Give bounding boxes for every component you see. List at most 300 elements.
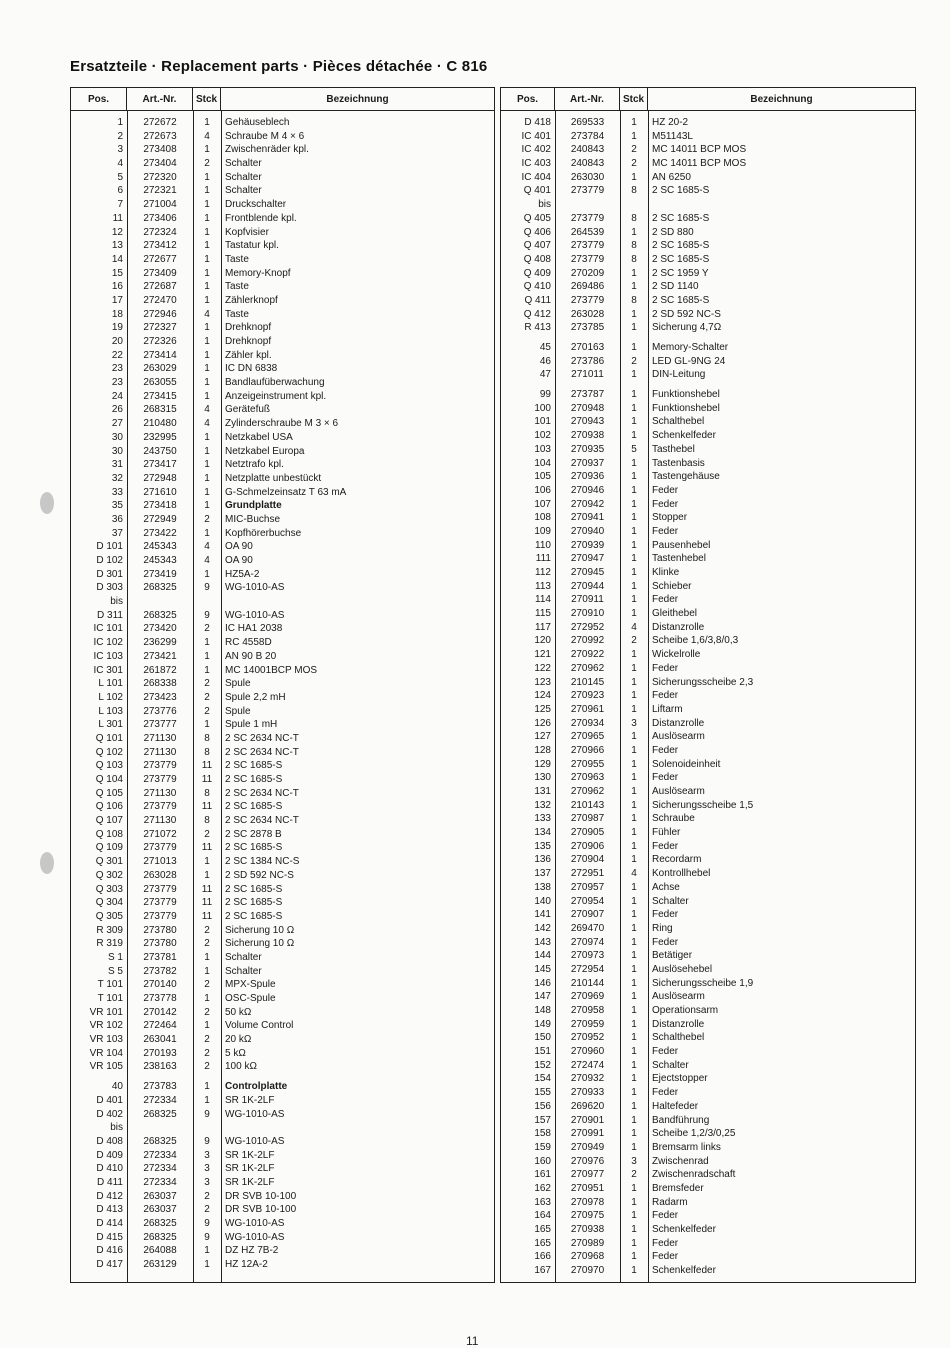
cell-art-nr: 270940 bbox=[570, 525, 605, 537]
cell-pos: 147 bbox=[534, 991, 551, 1003]
cell-pos: 151 bbox=[534, 1046, 551, 1058]
cell-art-nr: 272334 bbox=[143, 1176, 177, 1188]
cell-stck: 11 bbox=[201, 910, 213, 922]
cell-pos: 130 bbox=[534, 772, 551, 784]
cell-pos: IC 401 bbox=[521, 130, 551, 142]
cell-pos: Q 107 bbox=[95, 815, 123, 827]
table-header bbox=[71, 88, 494, 111]
cell-stck: 1 bbox=[204, 171, 210, 183]
cell-bezeichnung: WG-1010-AS bbox=[225, 1135, 285, 1147]
table-row bbox=[71, 540, 494, 554]
cell-bezeichnung: Spule bbox=[225, 705, 251, 717]
cell-pos: R 309 bbox=[96, 924, 123, 936]
cell-stck: 9 bbox=[204, 1218, 210, 1229]
table-row bbox=[501, 484, 915, 498]
cell-stck: 1 bbox=[631, 840, 637, 852]
cell-pos: 124 bbox=[534, 690, 551, 702]
cell-bezeichnung: Anzeigeinstrument kpl. bbox=[225, 390, 327, 402]
table-row bbox=[71, 841, 494, 855]
cell-bezeichnung: HZ5A-2 bbox=[225, 568, 260, 580]
cell-stck: 1 bbox=[631, 649, 637, 661]
cell-art-nr: 273785 bbox=[570, 322, 605, 334]
cell-pos: Q 408 bbox=[523, 253, 551, 265]
cell-art-nr: 270968 bbox=[570, 1251, 605, 1263]
cell-art-nr: 273779 bbox=[570, 185, 605, 197]
cell-art-nr: 273417 bbox=[143, 459, 177, 471]
cell-bezeichnung: SR 1K-2LF bbox=[225, 1163, 275, 1175]
cell-stck: 1 bbox=[204, 856, 210, 868]
cell-bezeichnung: 2 SC 1685-S bbox=[225, 883, 283, 895]
table-row bbox=[501, 1250, 915, 1264]
cell-bezeichnung: Auslösearm bbox=[652, 731, 705, 743]
cell-stck: 2 bbox=[631, 1169, 637, 1181]
cell-bezeichnung: Schenkelfeder bbox=[652, 1265, 716, 1277]
cell-stck: 9 bbox=[204, 1231, 210, 1243]
cell-stck: 1 bbox=[631, 402, 637, 414]
table-row bbox=[71, 773, 494, 787]
cell-art-nr bbox=[127, 595, 193, 609]
cell-stck: 1 bbox=[631, 580, 637, 592]
cell-art-nr: 269620 bbox=[570, 1100, 605, 1112]
cell-stck: 1 bbox=[631, 1128, 637, 1140]
cell-bezeichnung: MC 14001BCP MOS bbox=[225, 664, 318, 676]
cell-pos: 5 bbox=[117, 171, 123, 183]
table-row bbox=[501, 977, 915, 991]
cell-bezeichnung: Schalter bbox=[225, 158, 262, 170]
cell-stck: 1 bbox=[204, 664, 210, 676]
cell-stck: 11 bbox=[201, 842, 213, 854]
cell-pos: 142 bbox=[534, 922, 551, 934]
cell-bezeichnung: Volume Control bbox=[225, 1020, 294, 1032]
cell-bezeichnung: Zwischenräder kpl. bbox=[225, 144, 309, 156]
cell-bezeichnung: Tastengehäuse bbox=[652, 471, 720, 483]
cell-bezeichnung: Drehknopf bbox=[225, 322, 272, 334]
cell-art-nr: 270938 bbox=[570, 1224, 605, 1235]
cell-bezeichnung: SR 1K-2LF bbox=[225, 1176, 275, 1188]
cell-pos: IC 103 bbox=[93, 650, 123, 662]
cell-stck: 2 bbox=[204, 691, 210, 703]
cell-art-nr: 270933 bbox=[570, 1087, 605, 1099]
cell-art-nr: 273780 bbox=[143, 924, 177, 936]
cell-bezeichnung: 2 SC 1685-S bbox=[225, 910, 283, 922]
cell-art-nr: 261872 bbox=[143, 664, 177, 676]
cell-pos: D 402 bbox=[96, 1108, 123, 1120]
header-pos: Pos. bbox=[71, 88, 127, 110]
table-row bbox=[501, 963, 915, 977]
cell-pos: Q 104 bbox=[95, 774, 123, 785]
cell-art-nr: 270943 bbox=[570, 416, 605, 428]
table-row bbox=[71, 1176, 494, 1190]
cell-bezeichnung: 20 kΩ bbox=[225, 1034, 252, 1046]
table-row bbox=[71, 116, 494, 130]
cell-bezeichnung: 2 SC 2634 NC-T bbox=[225, 815, 299, 827]
cell-stck: 1 bbox=[631, 342, 637, 353]
cell-bezeichnung: 2 SC 2634 NC-T bbox=[225, 787, 299, 799]
cell-art-nr: 270958 bbox=[570, 1005, 605, 1016]
cell-art-nr: 273784 bbox=[570, 130, 605, 142]
table-row bbox=[71, 609, 494, 623]
table-row bbox=[71, 308, 494, 322]
cell-art-nr: 271072 bbox=[143, 828, 177, 840]
cell-art-nr: 271610 bbox=[143, 486, 177, 498]
cell-art-nr: 270973 bbox=[570, 950, 605, 962]
cell-bezeichnung: 2 SC 1685-S bbox=[225, 897, 283, 909]
cell-art-nr: 271130 bbox=[143, 732, 177, 744]
cell-stck: 1 bbox=[631, 281, 637, 293]
cell-pos: 101 bbox=[534, 416, 551, 428]
table-row bbox=[501, 157, 915, 171]
table-header bbox=[501, 88, 915, 111]
cell-pos: 22 bbox=[111, 349, 123, 361]
cell-stck: 1 bbox=[204, 199, 210, 211]
table-row bbox=[501, 198, 915, 212]
cell-bezeichnung: 2 SC 2634 NC-T bbox=[225, 746, 299, 758]
table-row bbox=[71, 1006, 494, 1020]
cell-pos: D 414 bbox=[96, 1218, 123, 1229]
cell-bezeichnung: Auslösehebel bbox=[652, 963, 713, 975]
cell-bezeichnung: Auslösearm bbox=[652, 786, 705, 797]
table-row bbox=[501, 895, 915, 909]
cell-pos: 150 bbox=[534, 1032, 551, 1044]
cell-pos: Q 411 bbox=[524, 294, 551, 306]
cell-art-nr: 272954 bbox=[570, 963, 605, 975]
cell-stck bbox=[193, 595, 221, 609]
table-row bbox=[501, 457, 915, 471]
cell-pos: T 101 bbox=[97, 979, 123, 991]
cell-bezeichnung: Tastatur kpl. bbox=[225, 240, 279, 252]
cell-stck: 1 bbox=[204, 431, 210, 443]
table-row bbox=[71, 869, 494, 883]
cell-bezeichnung: Scheibe 1,6/3,8/0,3 bbox=[652, 635, 739, 647]
cell-bezeichnung: Bremsarm links bbox=[652, 1141, 721, 1153]
cell-bezeichnung: WG-1010-AS bbox=[225, 1218, 285, 1229]
table-row bbox=[501, 634, 915, 648]
cell-art-nr: 270906 bbox=[570, 840, 605, 852]
cell-art-nr: 273782 bbox=[143, 965, 177, 977]
cell-stck: 1 bbox=[204, 240, 210, 252]
table-row bbox=[501, 662, 915, 676]
cell-art-nr: 273422 bbox=[143, 527, 177, 539]
cell-pos: Q 108 bbox=[95, 828, 123, 840]
cell-art-nr: 210144 bbox=[570, 977, 605, 989]
table-row bbox=[501, 676, 915, 690]
cell-art-nr: 270976 bbox=[570, 1155, 605, 1167]
cell-bezeichnung: SR 1K-2LF bbox=[225, 1094, 275, 1106]
cell-pos: 117 bbox=[535, 621, 551, 633]
cell-art-nr: 240843 bbox=[570, 144, 605, 156]
cell-stck: 9 bbox=[204, 582, 210, 594]
cell-stck: 1 bbox=[631, 977, 637, 989]
cell-pos: 154 bbox=[534, 1073, 551, 1085]
cell-stck: 1 bbox=[204, 1245, 210, 1257]
cell-art-nr: 272334 bbox=[143, 1149, 177, 1161]
cell-art-nr: 270923 bbox=[570, 690, 605, 702]
cell-stck: 8 bbox=[204, 732, 210, 744]
cell-pos: 157 bbox=[534, 1114, 551, 1126]
cell-art-nr: 273408 bbox=[143, 144, 177, 156]
cell-art-nr: 273780 bbox=[143, 938, 177, 950]
cell-stck: 1 bbox=[631, 608, 637, 620]
cell-pos: 15 bbox=[111, 267, 123, 279]
table-row bbox=[71, 965, 494, 979]
cell-stck: 1 bbox=[631, 1114, 637, 1126]
cell-stck: 2 bbox=[631, 158, 637, 170]
table-row bbox=[71, 746, 494, 760]
cell-stck: 1 bbox=[631, 1046, 637, 1058]
cell-bezeichnung: Drehknopf bbox=[225, 336, 272, 347]
cell-stck: 1 bbox=[204, 363, 210, 375]
table-row bbox=[501, 744, 915, 758]
cell-stck: 1 bbox=[631, 1141, 637, 1153]
cell-stck: 1 bbox=[631, 731, 637, 743]
cell-bezeichnung: 2 SC 1685-S bbox=[652, 253, 710, 265]
cell-stck: 8 bbox=[204, 815, 210, 827]
table-row bbox=[71, 718, 494, 732]
cell-stck: 2 bbox=[204, 158, 210, 170]
cell-stck: 1 bbox=[204, 117, 210, 128]
cell-art-nr: 270945 bbox=[570, 567, 605, 578]
cell-art-nr: 273420 bbox=[143, 623, 177, 635]
cell-stck: 1 bbox=[631, 512, 637, 524]
punch-hole-mark bbox=[40, 492, 54, 514]
table-row bbox=[71, 239, 494, 253]
cell-art-nr: 268325 bbox=[143, 1231, 177, 1243]
cell-stck: 2 bbox=[204, 1204, 210, 1216]
cell-stck: 4 bbox=[204, 404, 210, 416]
cell-art-nr: 240843 bbox=[570, 158, 605, 170]
cell-pos: D 401 bbox=[96, 1094, 123, 1106]
cell-art-nr: 273779 bbox=[143, 842, 177, 854]
cell-pos: L 301 bbox=[98, 719, 123, 731]
cell-art-nr: 273779 bbox=[143, 801, 177, 813]
cell-pos: 165 bbox=[534, 1224, 551, 1235]
cell-art-nr: 263028 bbox=[570, 308, 605, 320]
cell-stck: 11 bbox=[201, 801, 213, 813]
cell-stck bbox=[193, 1121, 221, 1135]
table-row bbox=[71, 650, 494, 664]
cell-pos: D 413 bbox=[96, 1204, 123, 1216]
table-row bbox=[501, 1086, 915, 1100]
cell-pos: 36 bbox=[111, 513, 123, 525]
cell-pos: 33 bbox=[111, 486, 123, 498]
cell-bezeichnung: Ring bbox=[652, 922, 673, 934]
cell-stck: 1 bbox=[631, 950, 637, 962]
header-art-nr: Art.-Nr. bbox=[127, 88, 193, 110]
cell-pos: D 410 bbox=[96, 1163, 123, 1175]
cell-bezeichnung: Sicherung 4,7Ω bbox=[652, 322, 722, 334]
cell-stck: 2 bbox=[204, 938, 210, 950]
table-row bbox=[71, 376, 494, 390]
cell-art-nr: 273415 bbox=[143, 390, 177, 402]
cell-bezeichnung: Liftarm bbox=[652, 703, 683, 715]
cell-stck: 1 bbox=[204, 349, 210, 361]
cell-art-nr: 272474 bbox=[570, 1059, 605, 1071]
cell-stck: 1 bbox=[631, 457, 637, 469]
cell-stck: 1 bbox=[631, 430, 637, 442]
cell-art-nr: 271013 bbox=[143, 856, 177, 868]
table-row bbox=[71, 705, 494, 719]
table-row bbox=[71, 486, 494, 500]
table-row bbox=[501, 443, 915, 457]
cell-art-nr: 272464 bbox=[143, 1020, 177, 1032]
cell-art-nr: 269533 bbox=[570, 117, 605, 128]
cell-art-nr: 270948 bbox=[570, 402, 605, 414]
table-row bbox=[501, 1004, 915, 1018]
table-row bbox=[501, 689, 915, 703]
table-row bbox=[501, 607, 915, 621]
cell-stck: 1 bbox=[204, 965, 210, 977]
cell-bezeichnung: Frontblende kpl. bbox=[225, 212, 297, 224]
table-row bbox=[71, 1047, 494, 1061]
cell-pos: Q 101 bbox=[95, 732, 123, 744]
cell-stck: 1 bbox=[204, 869, 210, 881]
cell-art-nr: 264088 bbox=[143, 1245, 177, 1257]
cell-art-nr: 270977 bbox=[570, 1169, 605, 1181]
cell-stck: 8 bbox=[631, 240, 637, 252]
cell-art-nr: 271130 bbox=[143, 815, 177, 827]
cell-bezeichnung: Tasthebel bbox=[652, 443, 695, 455]
table-row bbox=[71, 335, 494, 349]
cell-stck: 1 bbox=[631, 1059, 637, 1071]
cell-art-nr: 270992 bbox=[570, 635, 605, 647]
cell-pos: Q 406 bbox=[523, 226, 551, 238]
cell-stck: 1 bbox=[204, 294, 210, 306]
cell-stck: 1 bbox=[631, 171, 637, 183]
table-row bbox=[501, 580, 915, 594]
table-row bbox=[71, 431, 494, 445]
cell-stck: 1 bbox=[631, 567, 637, 578]
table-row bbox=[71, 445, 494, 459]
cell-pos: 149 bbox=[534, 1018, 551, 1030]
table-row bbox=[501, 1264, 915, 1278]
cell-stck: 1 bbox=[631, 1265, 637, 1277]
cell-bezeichnung: Bandführung bbox=[652, 1114, 710, 1126]
cell-stck: 4 bbox=[204, 418, 210, 430]
cell-stck: 1 bbox=[631, 703, 637, 715]
cell-bezeichnung: OA 90 bbox=[225, 555, 253, 566]
table-row bbox=[71, 978, 494, 992]
cell-stck: 2 bbox=[204, 513, 210, 525]
cell-stck: 1 bbox=[631, 963, 637, 975]
cell-bezeichnung: MC 14011 BCP MOS bbox=[652, 158, 747, 170]
table-row bbox=[501, 355, 915, 369]
cell-stck: 1 bbox=[631, 498, 637, 510]
cell-pos: Q 407 bbox=[523, 240, 551, 252]
cell-art-nr: 210145 bbox=[570, 676, 605, 688]
cell-stck: 1 bbox=[631, 786, 637, 797]
table-row bbox=[71, 362, 494, 376]
cell-pos: 167 bbox=[534, 1265, 551, 1277]
cell-pos: 113 bbox=[535, 580, 551, 592]
cell-pos: 106 bbox=[534, 484, 551, 496]
cell-art-nr: 273779 bbox=[570, 240, 605, 252]
cell-stck: 1 bbox=[631, 226, 637, 238]
table-row bbox=[71, 390, 494, 404]
cell-art-nr: 273779 bbox=[570, 212, 605, 224]
cell-pos: 102 bbox=[534, 430, 551, 442]
table-row bbox=[71, 1060, 494, 1074]
cell-bezeichnung: Taste bbox=[225, 308, 249, 320]
cell-stck: 2 bbox=[204, 1006, 210, 1018]
cell-pos: 100 bbox=[534, 402, 551, 414]
cell-pos: 114 bbox=[535, 594, 551, 606]
table-row bbox=[71, 349, 494, 363]
cell-bezeichnung: Sicherungsscheibe 1,5 bbox=[652, 799, 754, 811]
cell-stck: 1 bbox=[631, 389, 637, 401]
table-row bbox=[501, 1031, 915, 1045]
cell-bezeichnung: Grundplatte bbox=[225, 500, 282, 512]
cell-art-nr: 273776 bbox=[143, 705, 177, 717]
cell-bezeichnung: Kopfhörerbuchse bbox=[225, 527, 302, 539]
cell-pos: 20 bbox=[111, 336, 123, 347]
cell-bezeichnung: Netzkabel USA bbox=[225, 431, 293, 443]
table-row bbox=[71, 937, 494, 951]
cell-bezeichnung: RC 4558D bbox=[225, 637, 272, 649]
cell-stck: 1 bbox=[204, 1094, 210, 1106]
table-row bbox=[71, 212, 494, 226]
cell-art-nr: 270975 bbox=[570, 1210, 605, 1222]
cell-pos: 128 bbox=[534, 744, 551, 756]
cell-bezeichnung: Feder bbox=[652, 690, 679, 702]
cell-bezeichnung: 2 SC 1384 NC-S bbox=[225, 856, 300, 868]
cell-bezeichnung: Zählerknopf bbox=[225, 294, 278, 306]
cell-stck: 1 bbox=[631, 117, 637, 128]
table-row bbox=[71, 677, 494, 691]
cell-bezeichnung: Funktionshebel bbox=[652, 402, 720, 414]
cell-stck: 3 bbox=[204, 1163, 210, 1175]
cell-art-nr: 270946 bbox=[570, 484, 605, 496]
cell-art-nr: 263037 bbox=[143, 1204, 177, 1216]
cell-stck: 1 bbox=[631, 1005, 637, 1016]
cell-bezeichnung: OA 90 bbox=[225, 541, 253, 553]
cell-bezeichnung: 5 kΩ bbox=[225, 1047, 246, 1059]
table-row bbox=[71, 1135, 494, 1149]
cell-pos: 136 bbox=[534, 854, 551, 866]
cell-pos: 107 bbox=[534, 498, 551, 510]
cell-bezeichnung bbox=[221, 1121, 494, 1135]
cell-bezeichnung: 2 SC 1685-S bbox=[225, 774, 283, 785]
cell-stck: 1 bbox=[204, 472, 210, 484]
cell-art-nr: 270974 bbox=[570, 936, 605, 948]
cell-stck: 1 bbox=[204, 336, 210, 347]
cell-stck: 1 bbox=[631, 484, 637, 496]
cell-pos: IC 403 bbox=[521, 158, 551, 170]
cell-bezeichnung: Memory-Schalter bbox=[652, 342, 729, 353]
cell-art-nr: 273783 bbox=[143, 1081, 177, 1093]
cell-art-nr: 268325 bbox=[143, 1218, 177, 1229]
cell-pos: 135 bbox=[534, 840, 551, 852]
cell-art-nr: 236299 bbox=[143, 637, 177, 649]
table-row bbox=[71, 883, 494, 897]
cell-bezeichnung: Achse bbox=[652, 881, 680, 893]
rows-left bbox=[71, 110, 494, 1272]
cell-art-nr: 270142 bbox=[143, 1006, 177, 1018]
cell-pos: 11 bbox=[112, 212, 123, 224]
cell-art-nr: 272324 bbox=[143, 226, 177, 238]
cell-pos: D 415 bbox=[96, 1231, 123, 1243]
cell-bezeichnung: Bandlaufüberwachung bbox=[225, 377, 325, 389]
cell-art-nr: 272677 bbox=[143, 253, 177, 265]
cell-stck: 1 bbox=[204, 527, 210, 539]
cell-pos: Q 412 bbox=[523, 308, 551, 320]
cell-pos: Q 409 bbox=[523, 267, 551, 279]
cell-pos: bis bbox=[110, 596, 123, 608]
cell-stck: 9 bbox=[204, 1108, 210, 1120]
cell-art-nr: 270163 bbox=[570, 342, 605, 353]
table-row bbox=[71, 1190, 494, 1204]
cell-art-nr: 268338 bbox=[143, 678, 177, 690]
cell-pos: 32 bbox=[111, 472, 123, 484]
